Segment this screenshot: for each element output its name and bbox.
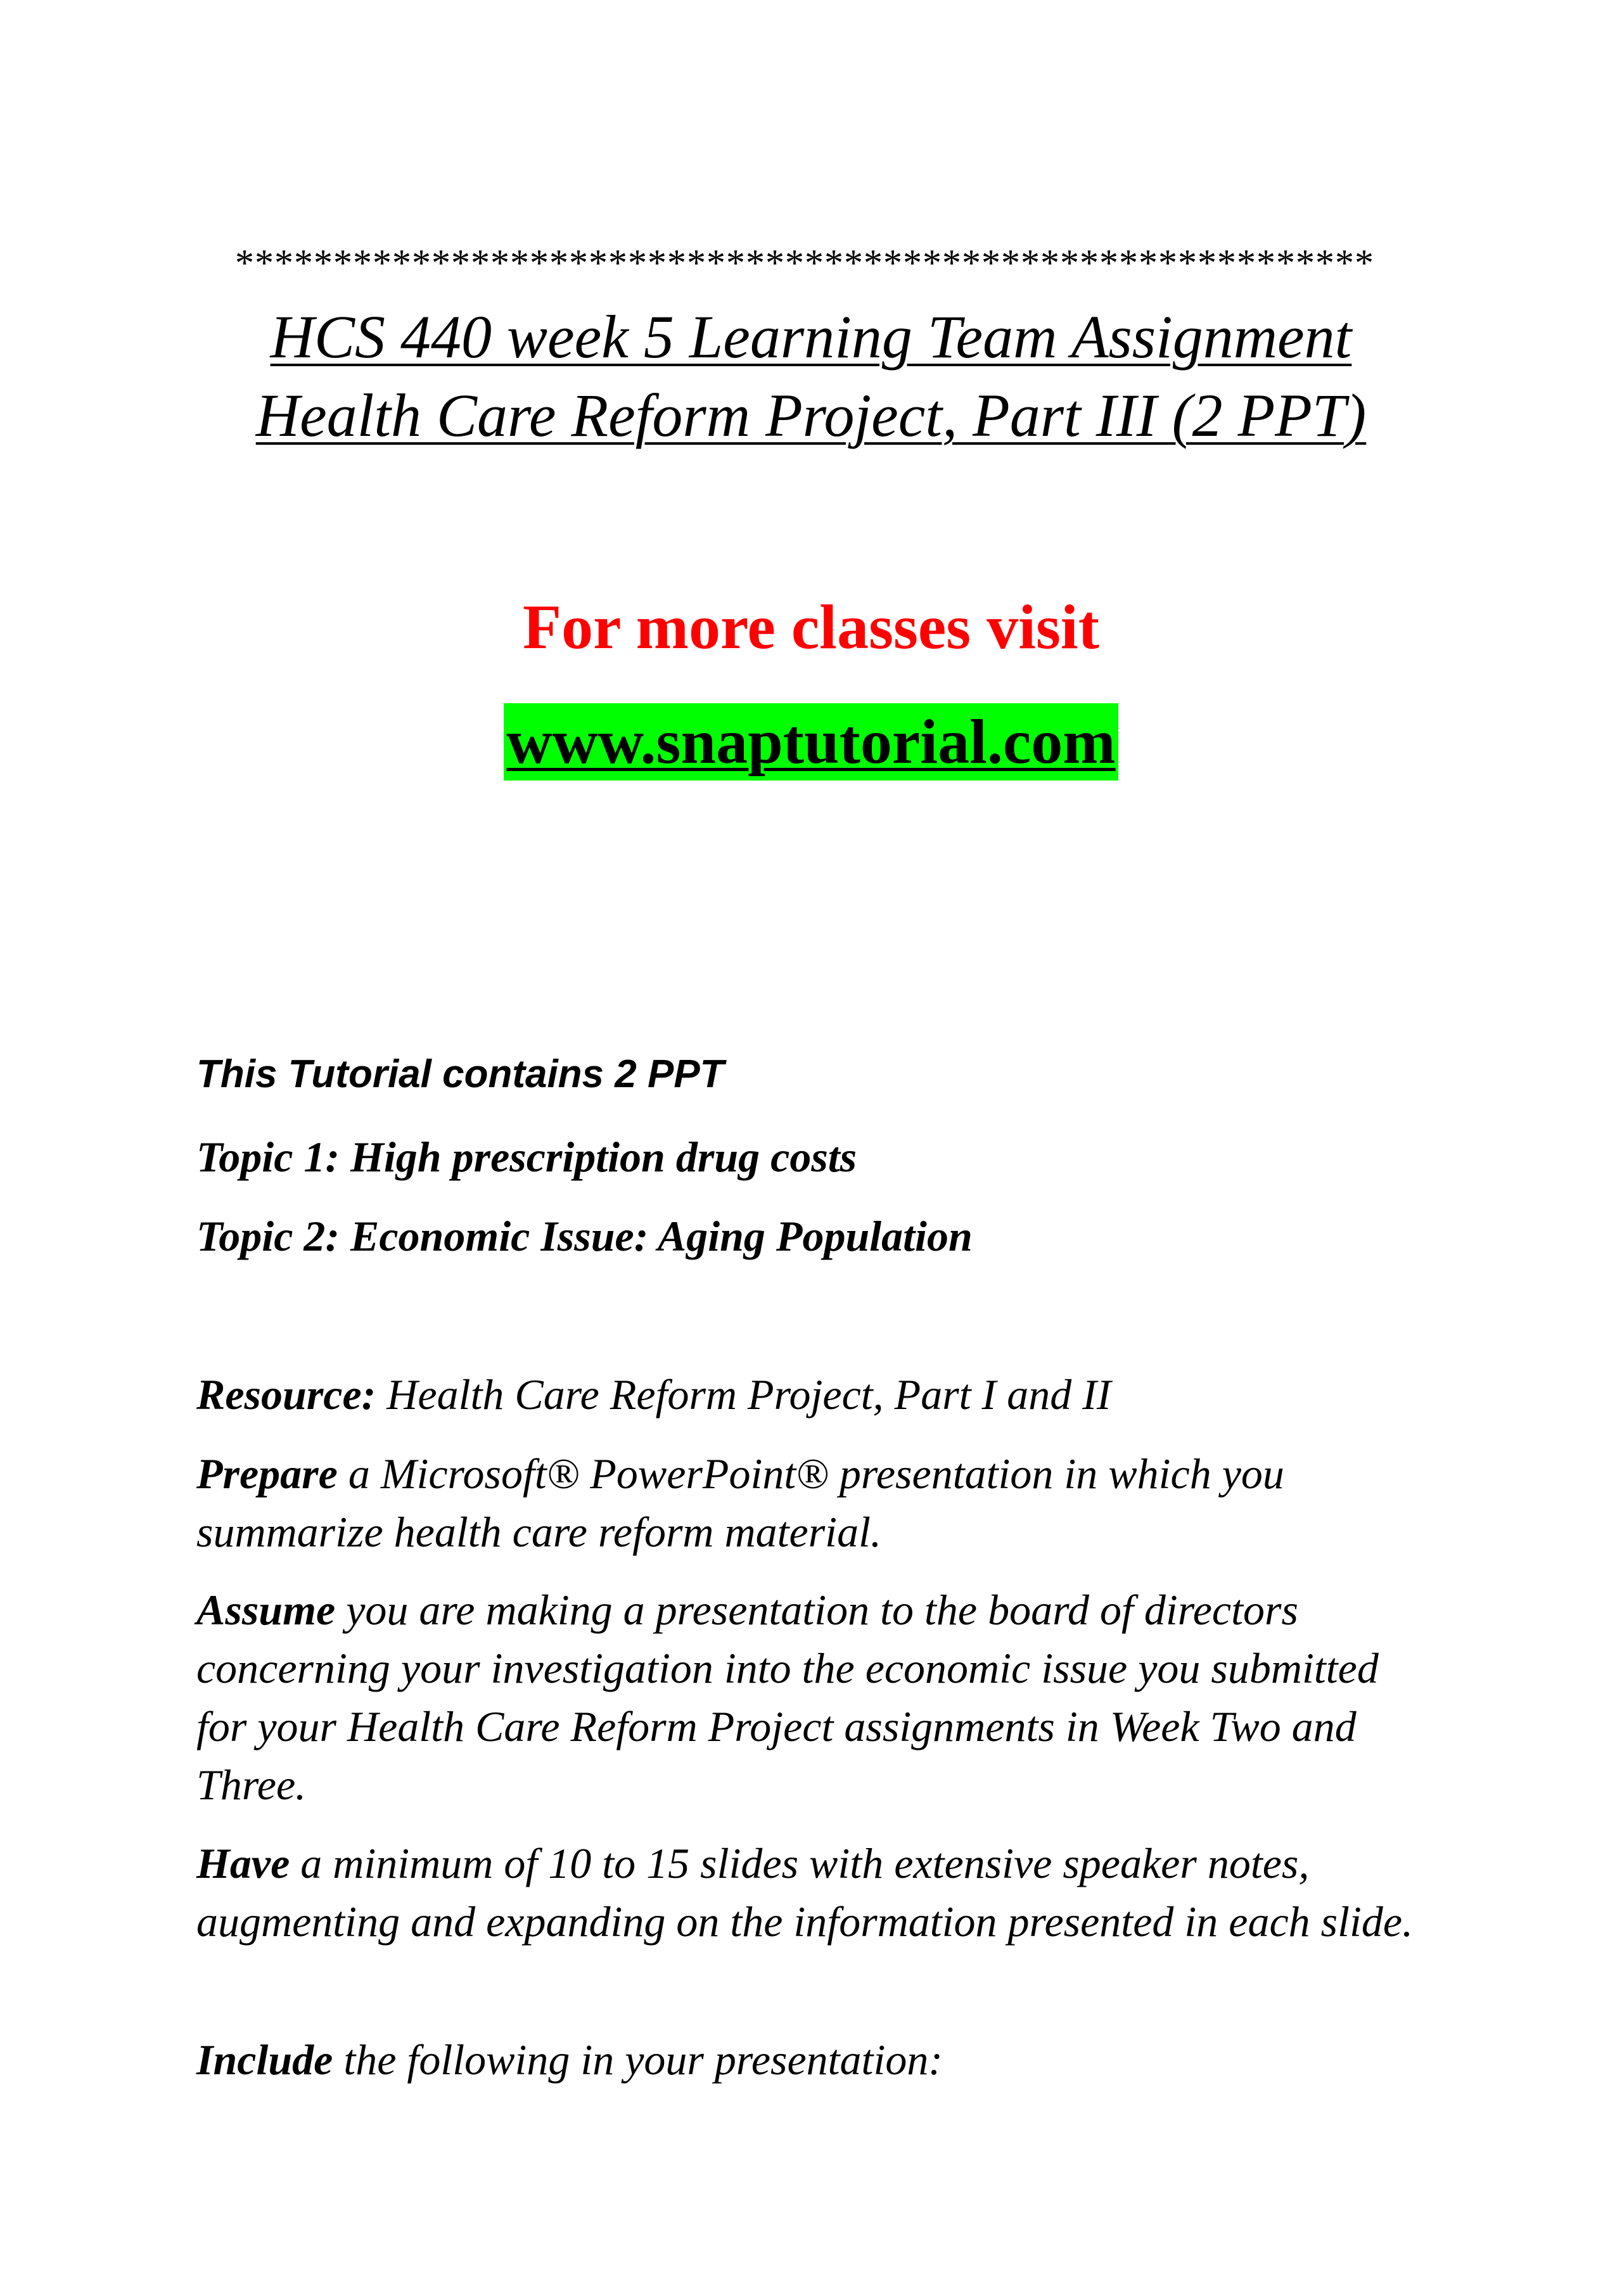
have-paragraph	[196, 1834, 1438, 1951]
topic-2: Topic 2: Economic Issue: Aging Population	[196, 1212, 973, 1260]
prepare-lead: Prepare	[196, 1450, 338, 1498]
include-text: the following in your presentation:	[333, 2036, 943, 2084]
assume-text: you are making a presentation to the board of directors concerning your investigation into the economic issue you submitted for your Health Care Reform Project assignments in Week Two and Three.	[196, 1586, 1379, 1809]
resource-paragraph	[196, 1365, 1438, 1424]
topic-1: Topic 1: High prescription drug costs	[196, 1133, 857, 1181]
include-lead: Include	[196, 2036, 333, 2084]
tutorial-contains: This Tutorial contains 2 PPT	[196, 1052, 724, 1096]
assume-paragraph	[196, 1581, 1438, 1814]
assume-lead: Assume	[196, 1586, 336, 1634]
have-lead: Have	[196, 1839, 290, 1887]
resource-lead: Resource:	[196, 1370, 376, 1419]
include-paragraph	[196, 2031, 1438, 2089]
url-container	[0, 703, 1622, 781]
website-link[interactable]: www.snaptutorial.com	[504, 703, 1118, 781]
resource-text: Health Care Reform Project, Part I and II	[376, 1370, 1111, 1419]
page-title	[127, 298, 1495, 455]
title-line-1: HCS 440 week 5 Learning Team Assignment	[270, 303, 1352, 371]
more-classes-heading: For more classes visit	[522, 592, 1099, 662]
star-divider: **********************************************************	[235, 244, 1374, 282]
prepare-text: a Microsoft® PowerPoint® presentation in which you summarize health care reform material.	[196, 1450, 1284, 1556]
prepare-paragraph	[196, 1445, 1438, 1561]
title-line-2: Health Care Reform Project, Part III (2 PPT)	[255, 381, 1367, 449]
have-text: a minimum of 10 to 15 slides with extensive speaker notes, augmenting and expanding on the information presented in each slide.	[196, 1839, 1414, 1946]
